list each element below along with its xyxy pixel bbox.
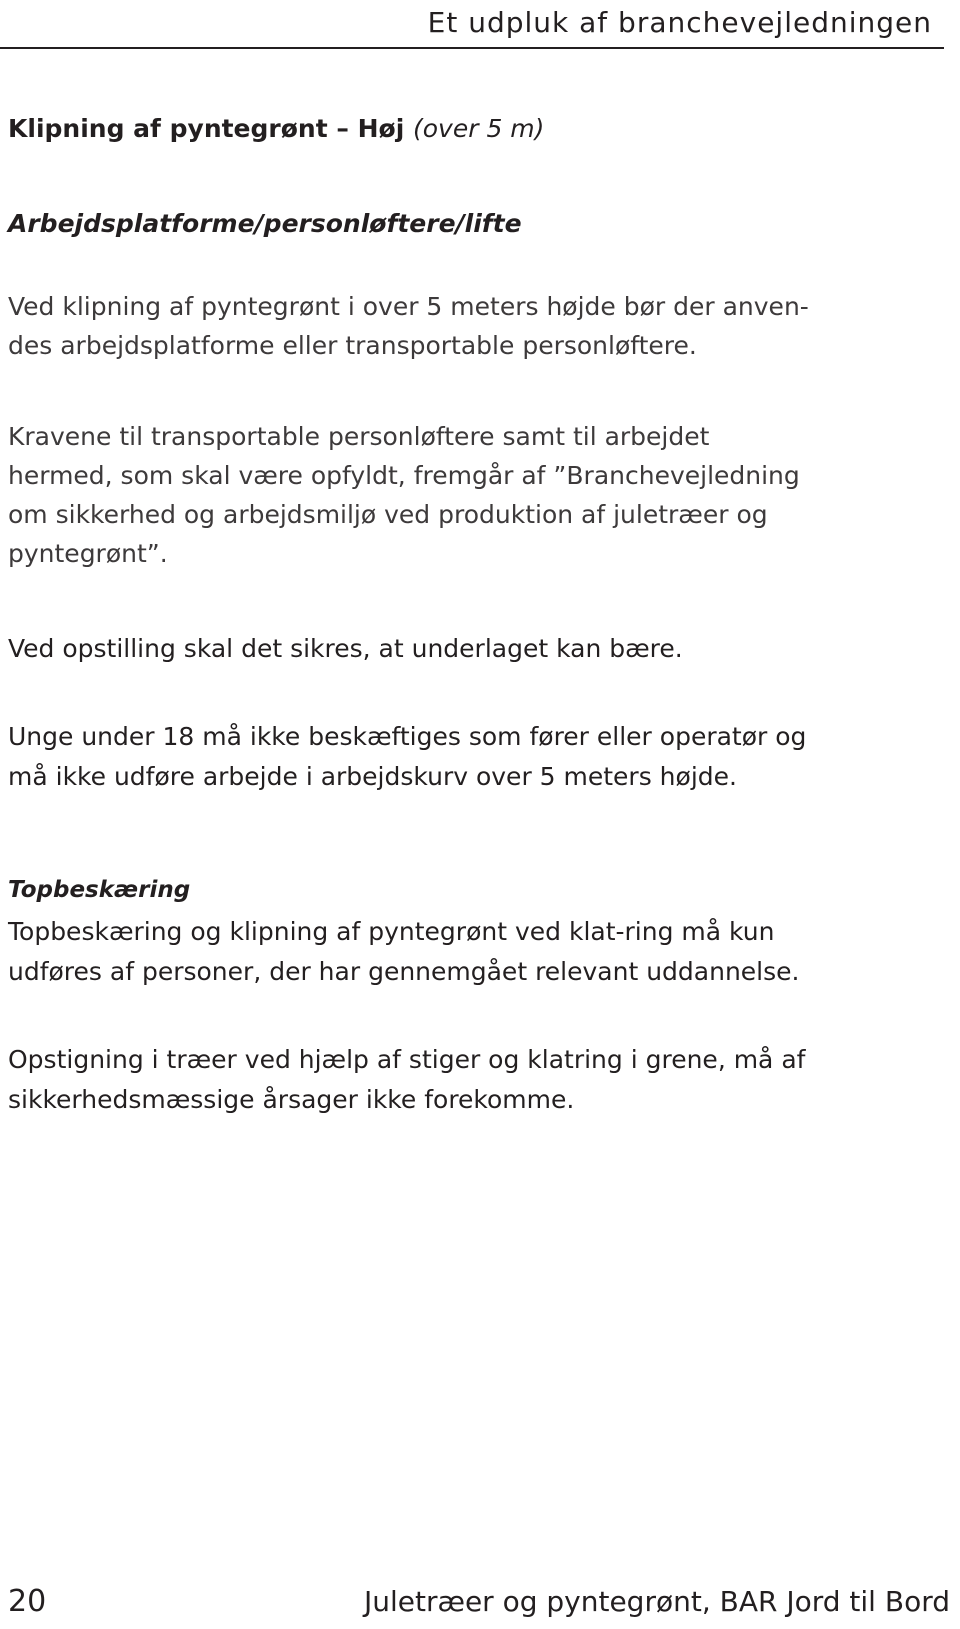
paragraph-2 <box>8 417 800 573</box>
paragraph-line: Topbeskæring og klipning af pyntegrønt ved klat-ring må kun <box>8 917 775 946</box>
paragraph-3 <box>8 629 683 669</box>
paragraph-line: des arbejdsplatforme eller transportable personløftere. <box>8 331 697 360</box>
paragraph-line: Ved opstilling skal det sikres, at underlaget kan bære. <box>8 634 683 663</box>
paragraph-5 <box>8 912 799 992</box>
page-number: 20 <box>8 1584 47 1619</box>
section-title-paren: (over 5 m) <box>413 114 545 143</box>
section-title-dash: – <box>336 114 349 143</box>
section-title-main: Klipning af pyntegrønt <box>8 114 328 143</box>
header-title: Et udpluk af branchevejledningen <box>427 6 932 39</box>
paragraph-4 <box>8 717 806 797</box>
section-title <box>8 112 544 146</box>
footer-publication-title: Juletræer og pyntegrønt, BAR Jord til Bord <box>363 1585 950 1618</box>
paragraph-line: Kravene til transportable personløftere samt til arbejdet <box>8 422 710 451</box>
paragraph-line: om sikkerhed og arbejdsmiljø ved produktion af juletræer og <box>8 500 768 529</box>
page-header <box>0 0 944 49</box>
section-subtitle: Arbejdsplatforme/personløftere/lifte <box>8 209 522 238</box>
topbeskaering-heading: Topbeskæring <box>8 877 191 903</box>
paragraph-line: må ikke udføre arbejde i arbejdskurv over 5 meters højde. <box>8 762 737 791</box>
paragraph-line: Unge under 18 må ikke beskæftiges som fører eller operatør og <box>8 722 807 751</box>
section-title-bold: Høj <box>357 114 405 143</box>
paragraph-line: Opstigning i træer ved hjælp af stiger og klatring i grene, må af <box>8 1045 806 1074</box>
paragraph-line: udføres af personer, der har gennemgået relevant uddannelse. <box>8 957 800 986</box>
paragraph-1 <box>8 287 809 365</box>
paragraph-line: hermed, som skal være opfyldt, fremgår af ”Branchevejledning <box>8 461 800 490</box>
paragraph-line: pyntegrønt”. <box>8 539 168 568</box>
paragraph-6 <box>8 1040 805 1120</box>
paragraph-line: Ved klipning af pyntegrønt i over 5 meters højde bør der anven- <box>8 292 809 321</box>
paragraph-line: sikkerhedsmæssige årsager ikke forekomme. <box>8 1085 575 1114</box>
